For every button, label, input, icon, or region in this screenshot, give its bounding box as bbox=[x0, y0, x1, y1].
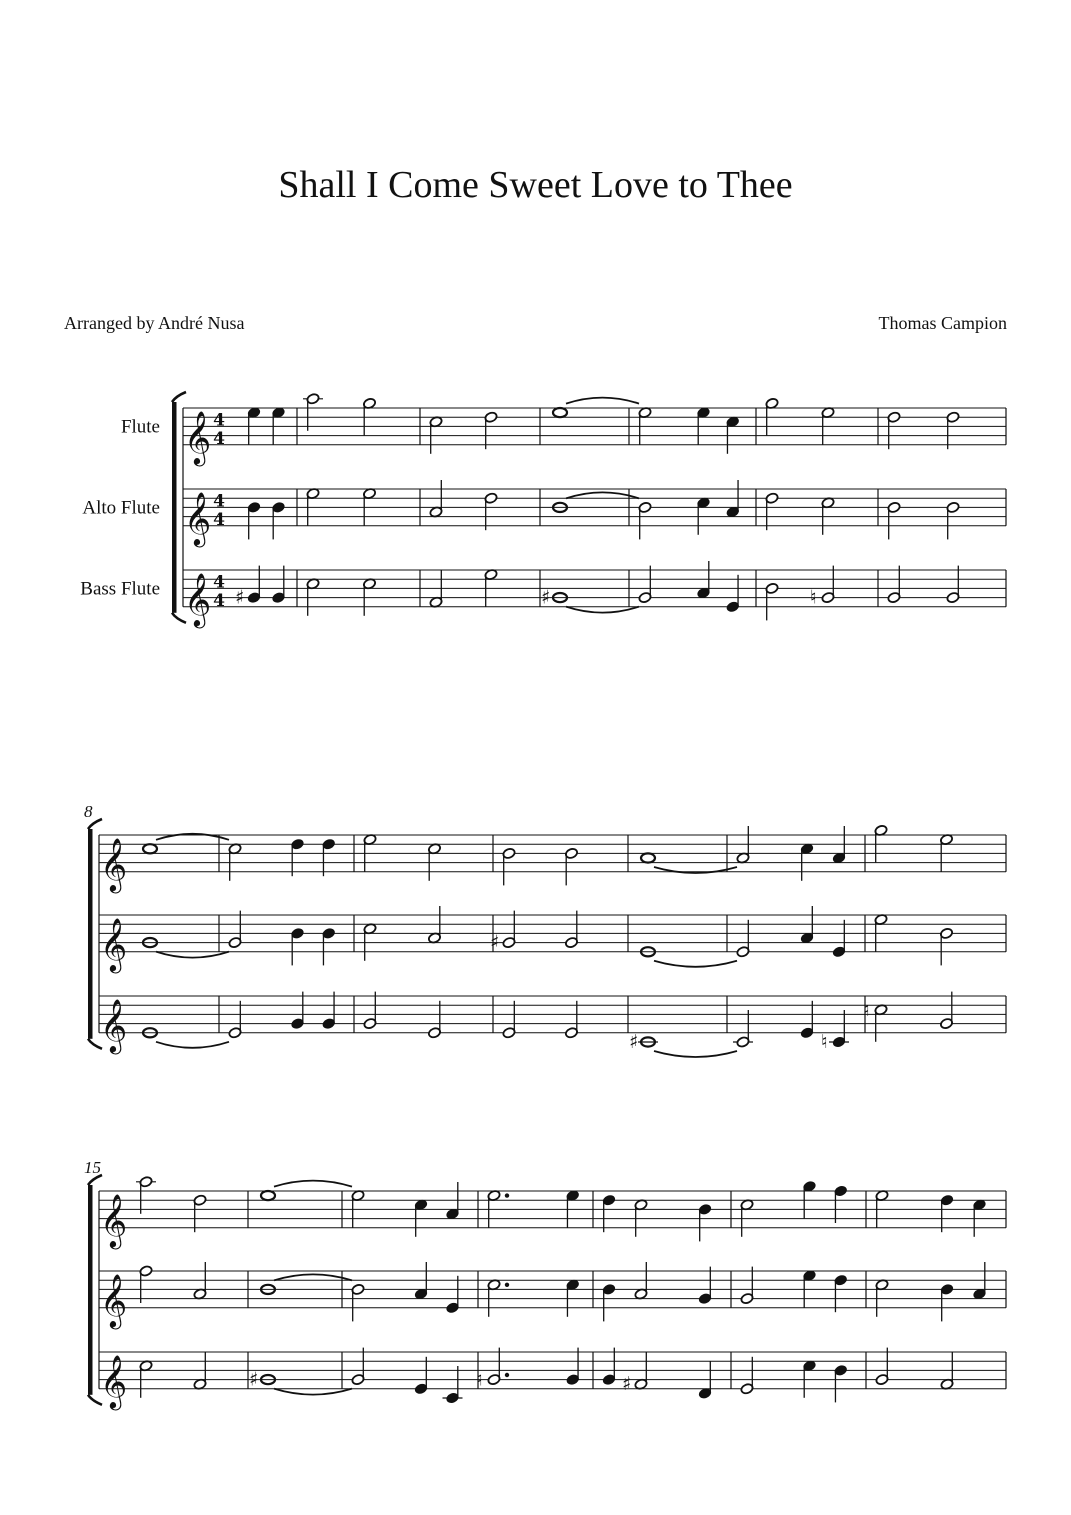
whole-note bbox=[261, 1191, 275, 1200]
time-signature-denominator: 4 bbox=[213, 428, 225, 449]
treble-clef: 𝄞 bbox=[100, 1272, 128, 1327]
whole-note bbox=[553, 408, 567, 417]
treble-clef: 𝄞 bbox=[100, 836, 128, 891]
natural-sign: ♮ bbox=[810, 586, 817, 609]
tie bbox=[654, 961, 737, 967]
sharp-sign: ♯ bbox=[541, 586, 551, 609]
augmentation-dot bbox=[505, 1193, 509, 1197]
treble-clef: 𝄞 bbox=[184, 490, 212, 545]
tie bbox=[274, 1181, 352, 1187]
tie bbox=[274, 1274, 352, 1280]
instrument-label: Bass Flute bbox=[80, 578, 160, 600]
instrument-label: Flute bbox=[120, 416, 160, 438]
arranger-credit: Arranged by André Nusa bbox=[64, 313, 245, 333]
time-signature-numerator: 4 bbox=[213, 491, 225, 512]
natural-sign: ♮ bbox=[476, 1368, 483, 1391]
sharp-sign: ♯ bbox=[629, 1031, 639, 1053]
treble-clef: 𝄞 bbox=[100, 997, 128, 1052]
system-bracket bbox=[88, 829, 93, 1039]
treble-clef: 𝄞 bbox=[100, 916, 128, 971]
tie bbox=[566, 398, 639, 404]
treble-clef: 𝄞 bbox=[100, 1192, 128, 1247]
augmentation-dot bbox=[505, 1373, 509, 1377]
composer-credit: Thomas Campion bbox=[878, 313, 1007, 333]
sharp-sign: ♯ bbox=[622, 1373, 632, 1396]
natural-sign: ♮ bbox=[863, 998, 870, 1021]
sharp-sign: ♯ bbox=[235, 586, 245, 609]
tie bbox=[274, 1389, 352, 1395]
sharp-sign: ♯ bbox=[490, 931, 500, 954]
tie bbox=[156, 1042, 229, 1048]
bracket-hook-top bbox=[172, 392, 186, 402]
treble-clef: 𝄞 bbox=[184, 409, 212, 464]
system-bracket bbox=[88, 1185, 93, 1395]
tie bbox=[156, 952, 229, 958]
time-signature-numerator: 4 bbox=[213, 410, 225, 431]
measure-number: 8 bbox=[84, 802, 93, 821]
treble-clef: 𝄞 bbox=[100, 1353, 128, 1408]
time-signature-numerator: 4 bbox=[213, 572, 225, 593]
measure-number: 15 bbox=[84, 1158, 101, 1177]
whole-note bbox=[143, 844, 157, 853]
tie bbox=[654, 1051, 737, 1057]
tie bbox=[566, 607, 639, 613]
page-title: Shall I Come Sweet Love to Thee bbox=[278, 164, 793, 206]
time-signature-denominator: 4 bbox=[213, 509, 225, 530]
natural-sign: ♮ bbox=[821, 1031, 828, 1053]
time-signature-denominator: 4 bbox=[213, 590, 225, 611]
whole-note bbox=[641, 853, 655, 862]
system-bracket bbox=[172, 402, 177, 613]
treble-clef: 𝄞 bbox=[184, 571, 212, 626]
tie bbox=[566, 492, 639, 498]
instrument-label: Alto Flute bbox=[82, 497, 160, 519]
sharp-sign: ♯ bbox=[249, 1368, 259, 1391]
augmentation-dot bbox=[505, 1283, 509, 1287]
